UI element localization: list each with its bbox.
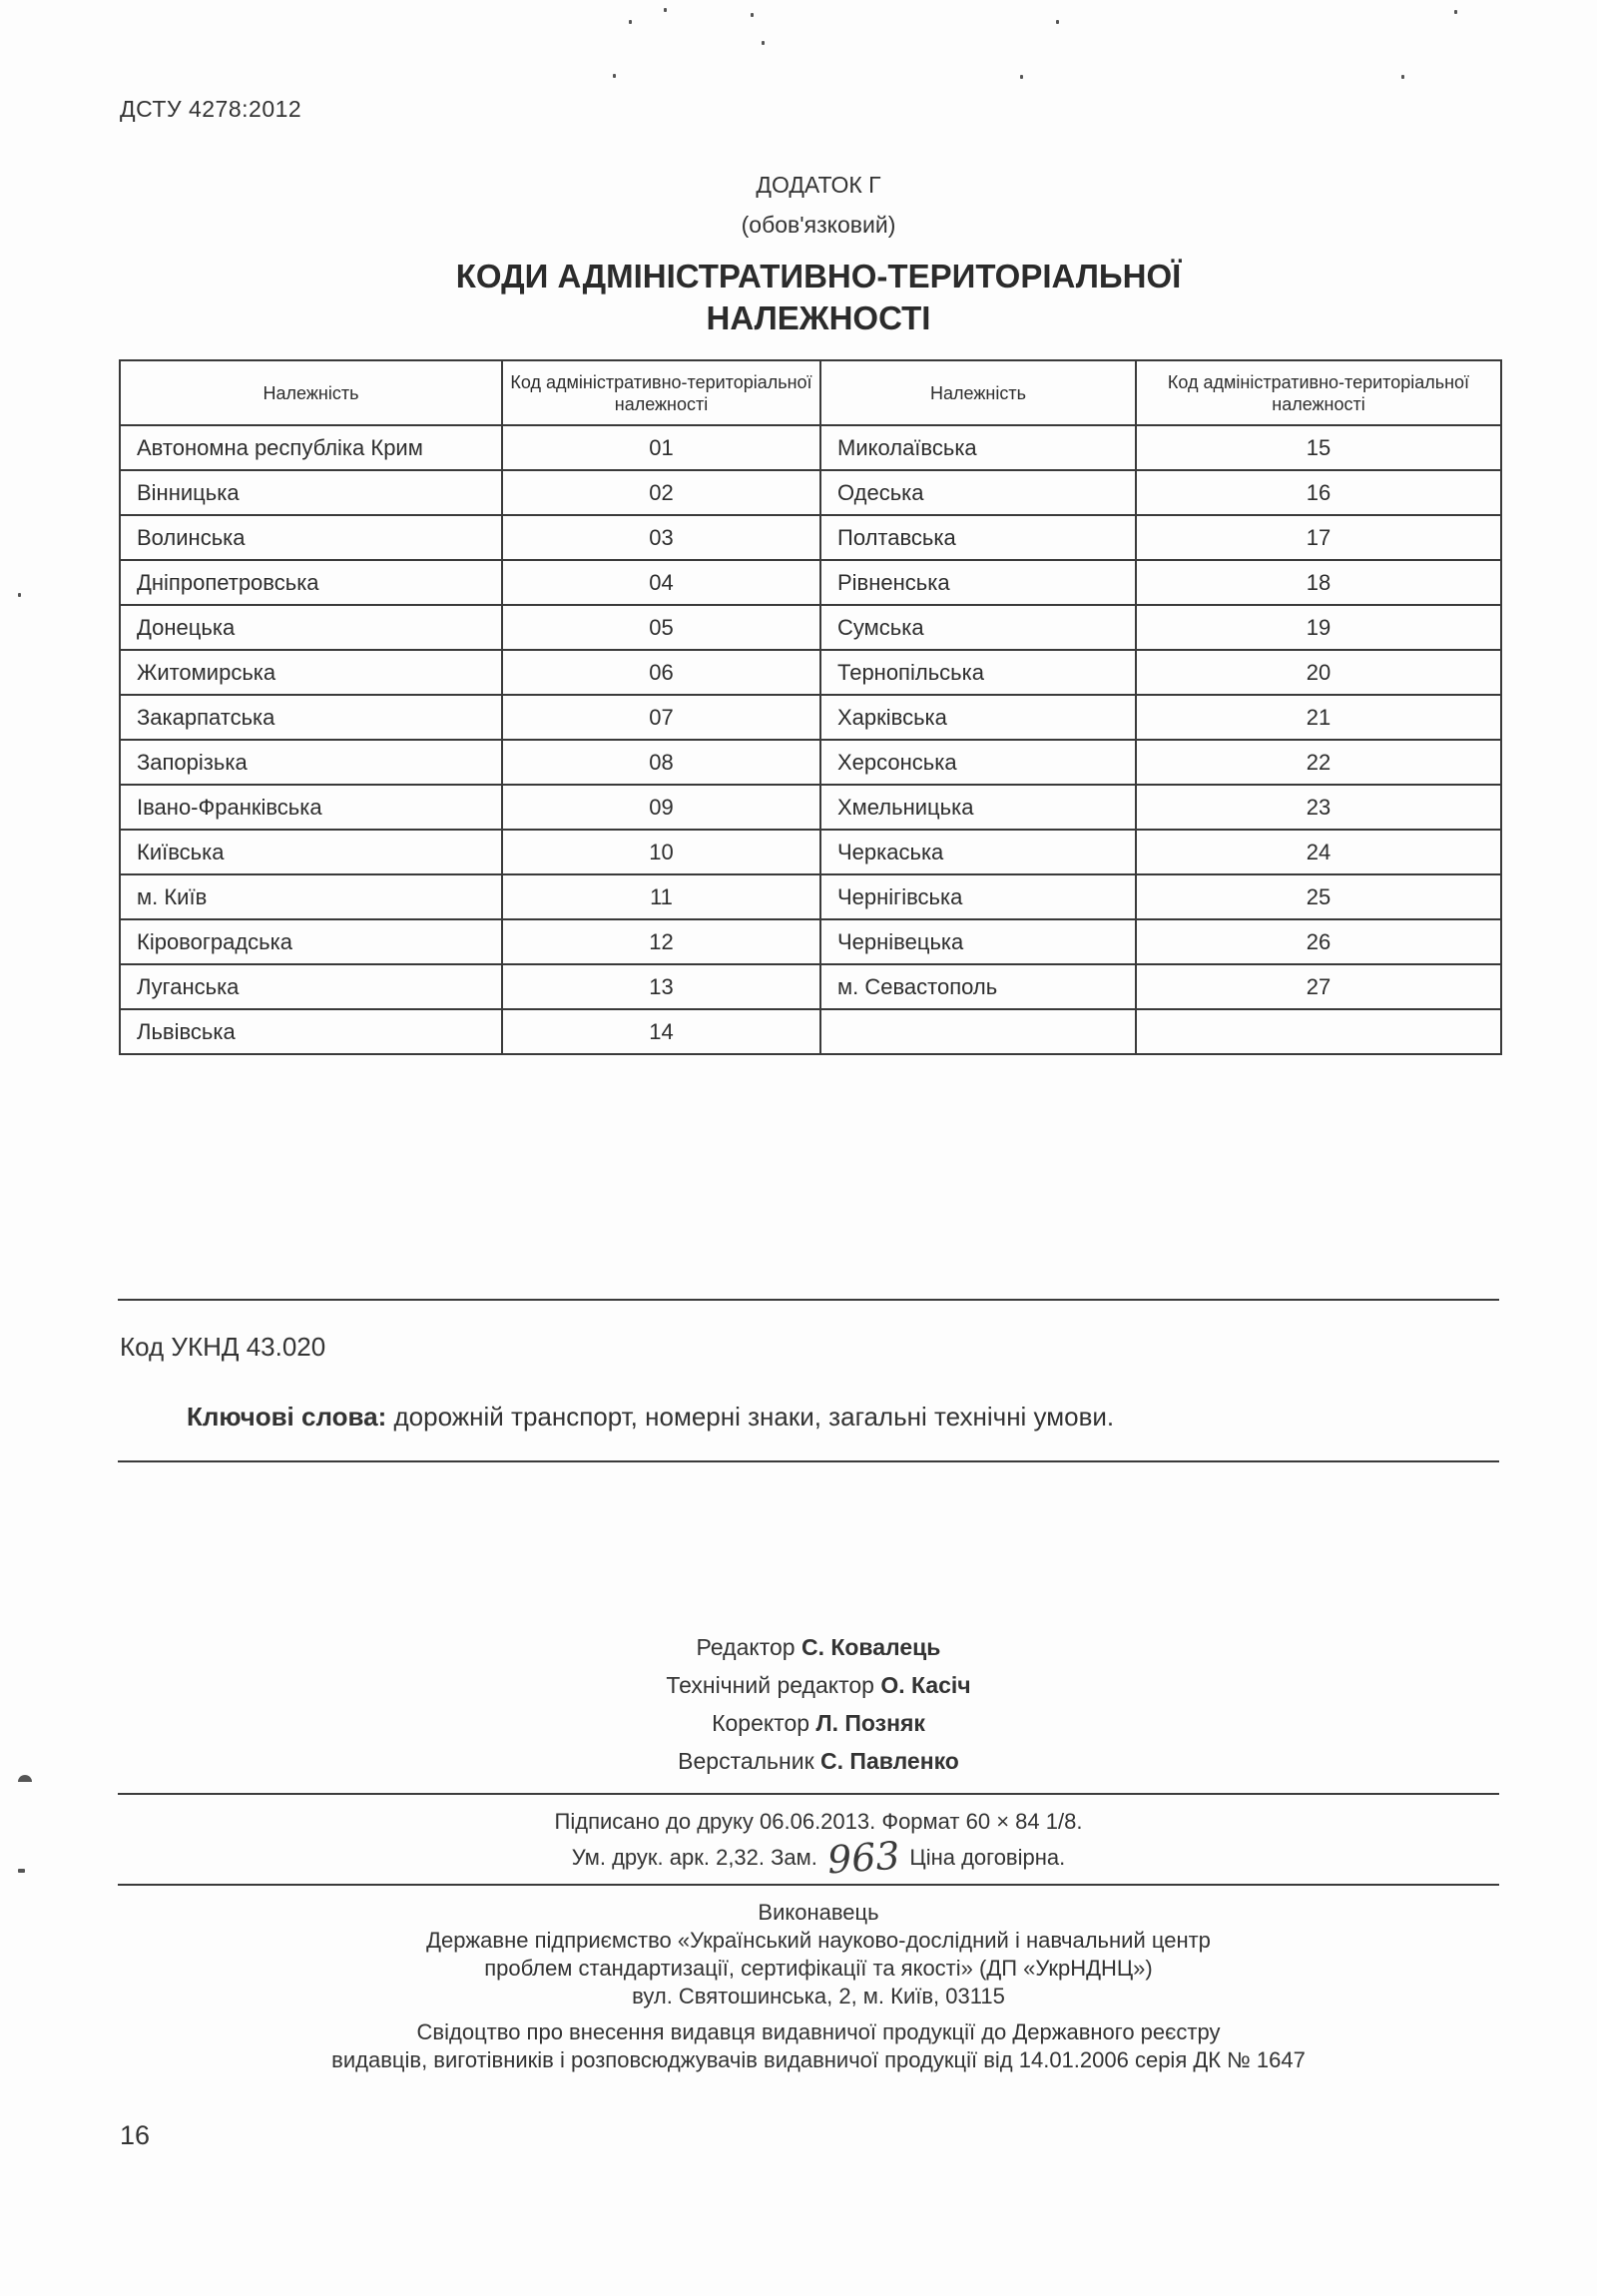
cell-region: Київська xyxy=(120,830,502,874)
cell-code: 16 xyxy=(1136,470,1501,515)
scan-speck xyxy=(1056,20,1059,24)
standard-code: ДСТУ 4278:2012 xyxy=(120,96,302,122)
cell-region: Автономна республіка Крим xyxy=(120,425,502,470)
column-header-code: Код адміністративно-територіальної належності xyxy=(502,360,820,425)
cell-region: м. Київ xyxy=(120,874,502,919)
divider xyxy=(118,1299,1499,1301)
cell-region: Полтавська xyxy=(820,515,1136,560)
credit-name: С. Павленко xyxy=(820,1748,959,1774)
cell-region: Чернігівська xyxy=(820,874,1136,919)
cell-region: Житомирська xyxy=(120,650,502,695)
cell-code: 26 xyxy=(1136,919,1501,964)
annex-status: (обов'язковий) xyxy=(741,212,896,238)
cell-region: Івано-Франківська xyxy=(120,785,502,830)
keywords-text: дорожній транспорт, номерні знаки, загальні технічні умови. xyxy=(386,1402,1115,1432)
imprint-line2-prefix: Ум. друк. арк. 2,32. Зам. xyxy=(571,1845,817,1870)
scan-speck xyxy=(664,8,667,12)
cell-code: 02 xyxy=(502,470,820,515)
credit-role: Технічний редактор xyxy=(666,1672,881,1698)
divider xyxy=(118,1884,1499,1886)
cell-code: 04 xyxy=(502,560,820,605)
cell-region: Закарпатська xyxy=(120,695,502,740)
admin-territorial-codes-table xyxy=(119,359,1502,1055)
table-row xyxy=(120,650,1501,695)
cell-code: 03 xyxy=(502,515,820,560)
credit-proofreader xyxy=(419,1704,1218,1742)
annex-title-line1: КОДИ АДМІНІСТРАТИВНО-ТЕРИТОРІАЛЬНОЇ xyxy=(455,258,1182,294)
credit-name: С. Ковалець xyxy=(800,1634,941,1660)
scan-speck xyxy=(18,1869,25,1873)
table-row xyxy=(120,470,1501,515)
cell-code: 11 xyxy=(502,874,820,919)
cell-code: 21 xyxy=(1136,695,1501,740)
publisher-address: вул. Святошинська, 2, м. Київ, 03115 xyxy=(632,1984,1005,2009)
cell-code: 23 xyxy=(1136,785,1501,830)
scan-speck xyxy=(18,593,21,597)
certificate-line1: Свідоцтво про внесення видавця видавничої продукції до Державного реєстру xyxy=(416,2019,1221,2044)
cell-code: 01 xyxy=(502,425,820,470)
cell-region: Херсонська xyxy=(820,740,1136,785)
scan-speck xyxy=(1454,10,1457,14)
credit-role: Верстальник xyxy=(678,1748,821,1774)
cell-region: Волинська xyxy=(120,515,502,560)
table-row xyxy=(120,605,1501,650)
cell-region: Харківська xyxy=(820,695,1136,740)
column-header-affiliation: Належність xyxy=(820,360,1136,425)
scan-speck xyxy=(18,1775,32,1782)
keywords-label: Ключові слова: xyxy=(187,1402,387,1432)
credit-name: О. Касіч xyxy=(880,1672,971,1698)
cell-region: Черкаська xyxy=(820,830,1136,874)
publisher-line2: проблем стандартизації, сертифікації та якості» (ДП «УкрНДНЦ») xyxy=(484,1956,1153,1981)
cell-region: Львівська xyxy=(120,1009,502,1054)
annex-label: ДОДАТОК Г xyxy=(756,172,881,198)
cell-code: 25 xyxy=(1136,874,1501,919)
scan-speck xyxy=(762,41,765,45)
cell-region: Чернівецька xyxy=(820,919,1136,964)
credit-role: Редактор xyxy=(696,1634,801,1660)
table-row xyxy=(120,874,1501,919)
cell-code: 09 xyxy=(502,785,820,830)
page-number: 16 xyxy=(120,2120,151,2150)
cell-region: Миколаївська xyxy=(820,425,1136,470)
scan-speck xyxy=(629,20,632,24)
table-row xyxy=(120,1009,1501,1054)
divider xyxy=(118,1793,1499,1795)
column-header-code: Код адміністративно-територіальної належності xyxy=(1136,360,1501,425)
cell-region: Запорізька xyxy=(120,740,502,785)
cell-code: 14 xyxy=(502,1009,820,1054)
cell-code: 20 xyxy=(1136,650,1501,695)
cell-code: 18 xyxy=(1136,560,1501,605)
cell-region: Кіровоградська xyxy=(120,919,502,964)
cell-region: Луганська xyxy=(120,964,502,1009)
cell-region: Рівненська xyxy=(820,560,1136,605)
cell-code: 05 xyxy=(502,605,820,650)
table-row xyxy=(120,830,1501,874)
cell-region: Вінницька xyxy=(120,470,502,515)
cell-region: Сумська xyxy=(820,605,1136,650)
table-row xyxy=(120,785,1501,830)
scan-speck xyxy=(751,13,754,17)
ukd-code: Код УКНД 43.020 xyxy=(120,1332,326,1362)
annex-title xyxy=(319,256,1318,339)
table-row xyxy=(120,964,1501,1009)
table-row xyxy=(120,515,1501,560)
cell-code: 13 xyxy=(502,964,820,1009)
cell-code: 08 xyxy=(502,740,820,785)
publisher-heading: Виконавець xyxy=(758,1900,879,1925)
cell-code xyxy=(1136,1009,1501,1054)
credit-name: Л. Позняк xyxy=(815,1710,925,1736)
cell-code: 24 xyxy=(1136,830,1501,874)
handwritten-order-number: 963 xyxy=(825,1833,901,1883)
annex-title-line2: НАЛЕЖНОСТІ xyxy=(706,299,931,336)
print-imprint xyxy=(319,1807,1318,1883)
imprint-line2 xyxy=(319,1833,1318,1883)
cell-region: м. Севастополь xyxy=(820,964,1136,1009)
table-row xyxy=(120,740,1501,785)
scan-speck xyxy=(613,74,616,78)
cell-region xyxy=(820,1009,1136,1054)
keywords xyxy=(187,1402,1114,1433)
cell-region: Дніпропетровська xyxy=(120,560,502,605)
credits-block xyxy=(419,1628,1218,1780)
publisher-line1: Державне підприємство «Український науково-дослідний і навчальний центр xyxy=(426,1928,1211,1953)
cell-code: 27 xyxy=(1136,964,1501,1009)
scan-speck xyxy=(1401,75,1404,79)
cell-code: 07 xyxy=(502,695,820,740)
cell-code: 22 xyxy=(1136,740,1501,785)
imprint-line2-suffix: Ціна договірна. xyxy=(909,1845,1066,1870)
cell-code: 10 xyxy=(502,830,820,874)
credit-technical-editor xyxy=(419,1666,1218,1704)
table-row xyxy=(120,425,1501,470)
certificate-line2: видавців, виготівників і розповсюджувачів видавничої продукції від 14.01.2006 серія ДК № 1647 xyxy=(331,2047,1306,2072)
cell-code: 12 xyxy=(502,919,820,964)
scan-speck xyxy=(1020,75,1023,79)
credit-layout xyxy=(419,1742,1218,1780)
column-header-affiliation: Належність xyxy=(120,360,502,425)
publisher-block xyxy=(220,1899,1417,2074)
cell-region: Тернопільська xyxy=(820,650,1136,695)
table-row xyxy=(120,919,1501,964)
table-row xyxy=(120,560,1501,605)
divider xyxy=(118,1460,1499,1462)
cell-code: 19 xyxy=(1136,605,1501,650)
imprint-line1: Підписано до друку 06.06.2013. Формат 60 × 84 1/8. xyxy=(554,1809,1083,1834)
cell-region: Одеська xyxy=(820,470,1136,515)
spacer xyxy=(220,2010,1417,2018)
cell-region: Донецька xyxy=(120,605,502,650)
cell-code: 06 xyxy=(502,650,820,695)
cell-region: Хмельницька xyxy=(820,785,1136,830)
credit-editor xyxy=(419,1628,1218,1666)
credit-role: Коректор xyxy=(712,1710,816,1736)
cell-code: 17 xyxy=(1136,515,1501,560)
cell-code: 15 xyxy=(1136,425,1501,470)
table-header-row xyxy=(120,360,1501,425)
table-row xyxy=(120,695,1501,740)
